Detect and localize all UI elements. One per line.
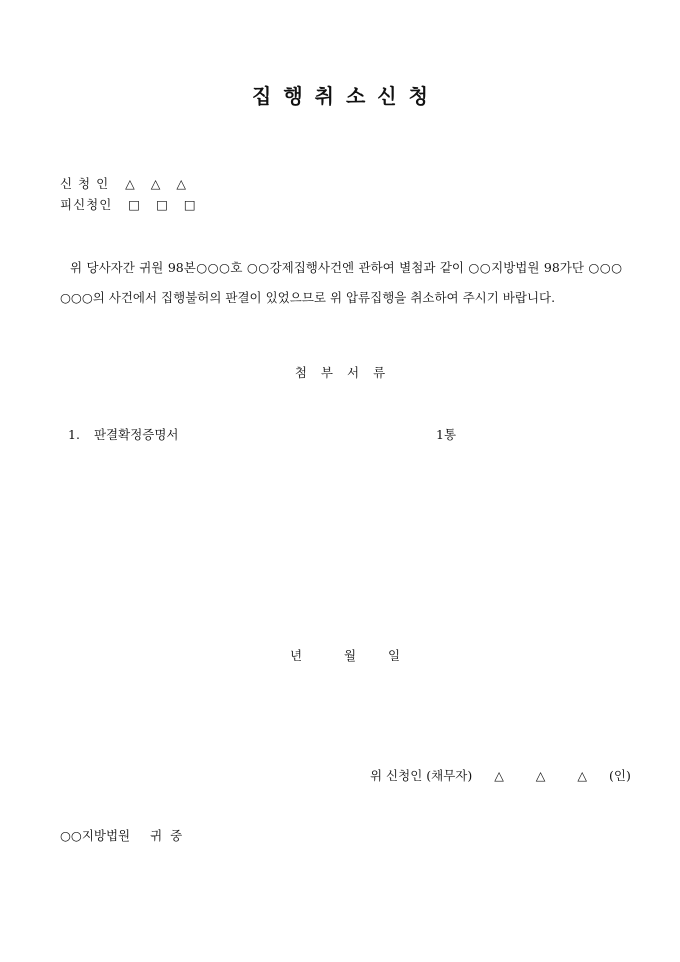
attachment-item [68,425,179,443]
honorific: 귀중 [150,828,191,843]
respondent-marks: □ □ □ [128,197,197,212]
seal-mark: (인) [609,768,631,783]
respondent-label: 피신청인 [60,197,113,212]
attachments-heading: 첨부서류 [294,365,400,380]
date-year: 년 [290,648,303,663]
signature-marks: △ △ △ [494,768,588,783]
attachment-number: 1. [68,427,80,442]
applicant-marks: △ △ △ [125,176,187,191]
respondent-line [60,195,197,213]
applicant-line [60,174,187,192]
court-name: ○○지방법원 [60,828,131,843]
applicant-label: 신 청 인 [60,176,110,191]
document-title: 집행취소신청 [252,84,440,108]
date-day: 일 [387,648,401,663]
date-month: 월 [343,648,357,663]
addressee-line [60,826,190,844]
body-paragraph: 위 당사자간 귀원 98본○○○호 ○○강제집행사건엔 관하여 별첨과 같이 ○○지방법원 98가단 ○○○ ○○○의 사건에서 집행불허의 판결이 있었으므로 위 압류집행을 취소하여 주시기 바랍니다. [60,260,622,305]
signature-line [370,766,631,784]
attachment-count: 1통 [436,427,457,442]
date-line [290,646,400,664]
signature-prefix: 위 신청인 (채무자) [370,768,473,783]
attachment-name: 판결확정증명서 [93,427,179,442]
